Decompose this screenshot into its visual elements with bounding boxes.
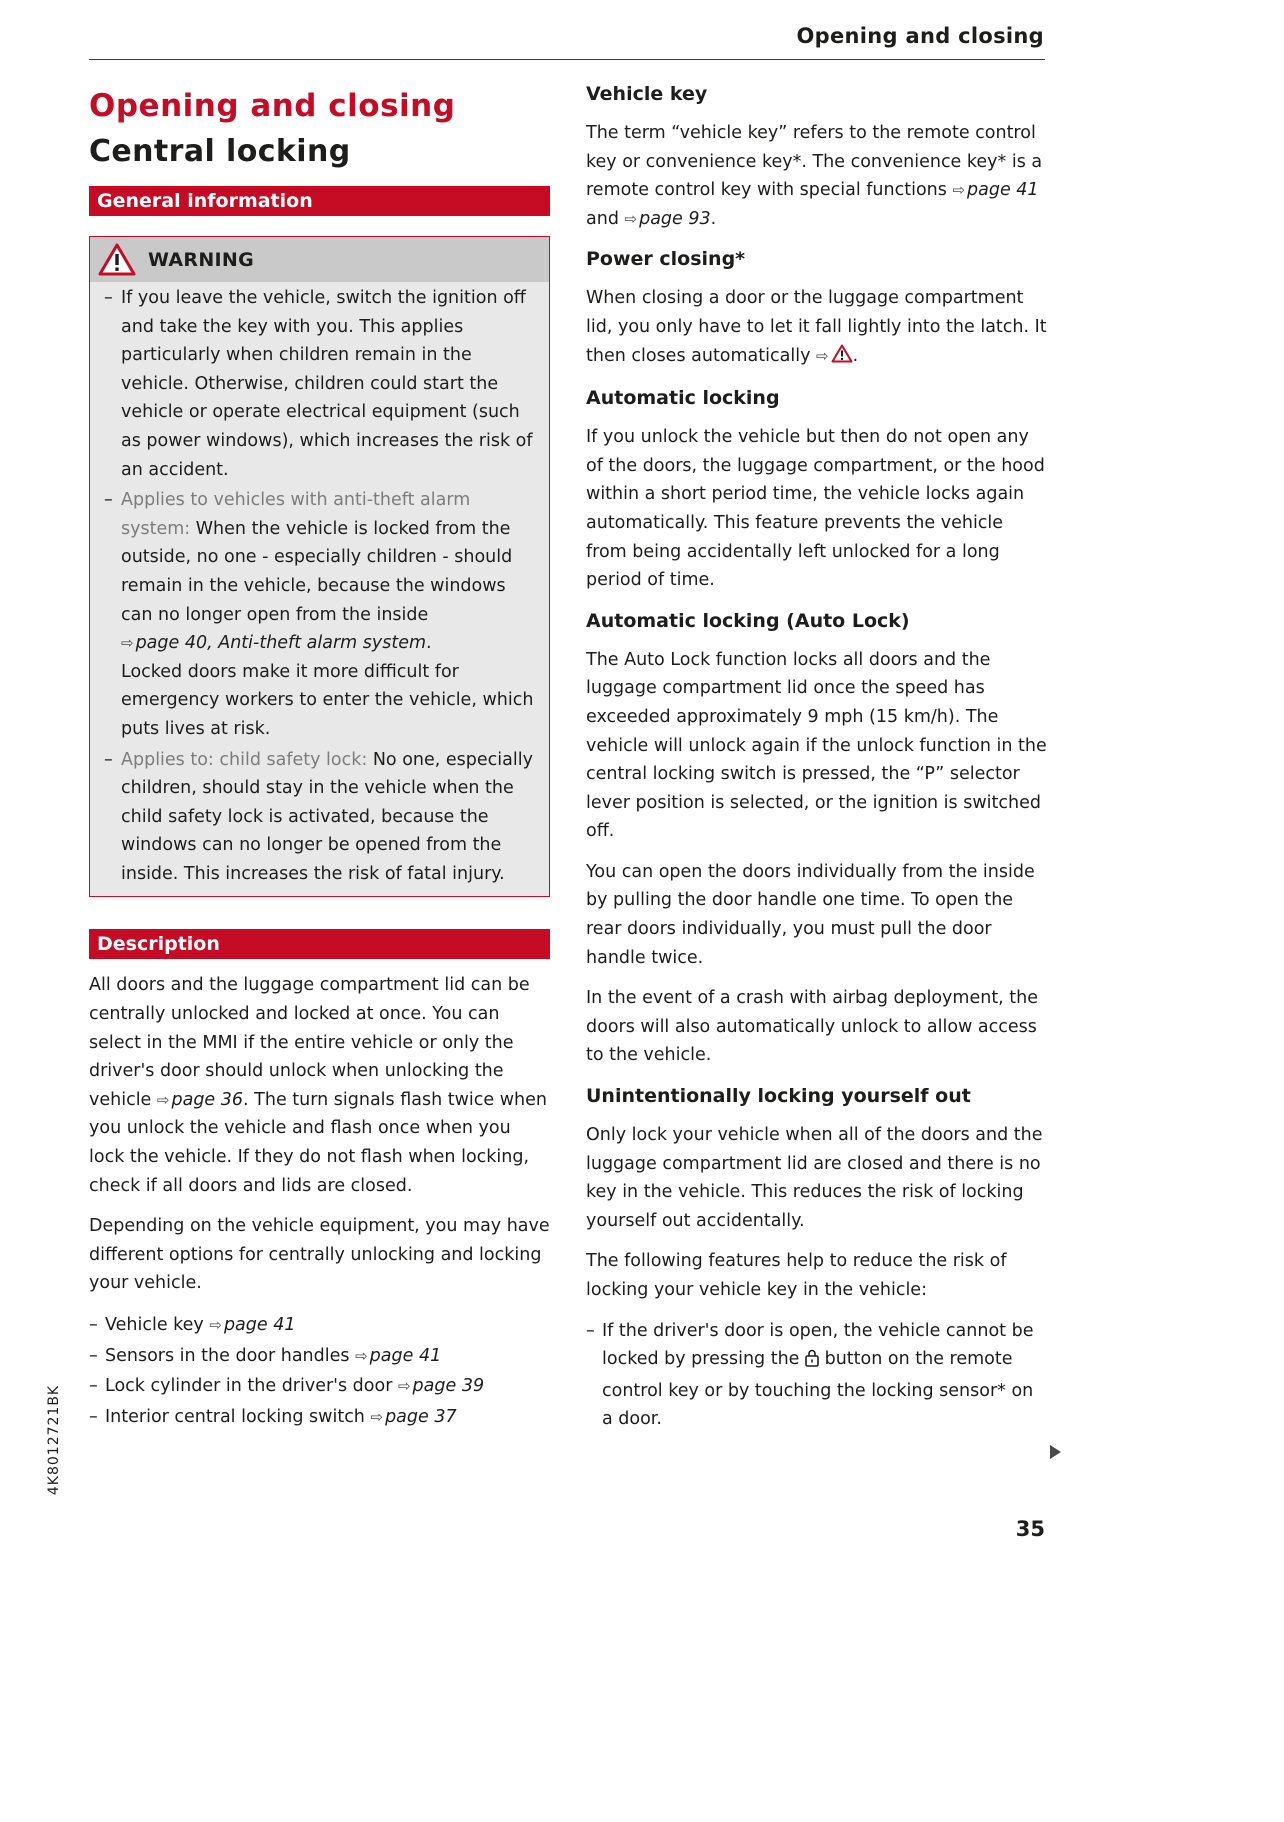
description-paragraph: Depending on the vehicle equipment, you may have different options for centrally unlocking and locking your vehicle.: [89, 1216, 550, 1294]
arrow-right-icon: ⇨: [816, 346, 829, 365]
general-information-bar: General information: [89, 186, 550, 216]
warning-triangle-icon: [98, 243, 136, 276]
list-item-label: Interior central locking switch: [105, 1406, 365, 1427]
warning-item: [104, 284, 535, 484]
list-item-label: Sensors in the door handles: [105, 1345, 350, 1366]
warning-item-text: No one, especially children, should stay in the vehicle when the child safety lock is activated, because the windows can no longer be opened from the inside. This increases the risk of fatal injury.: [121, 749, 533, 884]
warning-title: WARNING: [148, 248, 255, 271]
arrow-right-icon: ⇨: [370, 1407, 384, 1426]
list-item-text: button on the remote control key or by touching the locking sensor* on a door.: [602, 1349, 1034, 1430]
locked-out-paragraph: Only lock your vehicle when all of the doors and the luggage compartment lid are closed and there is no key in the vehicle. This reduces the risk of locking yourself out accidentally.: [586, 1125, 1043, 1231]
right-column: [586, 80, 1048, 1434]
paragraph-text: The term “vehicle key” refers to the remote control key or convenience key*. The convenience key* is a remote control key with special functions: [586, 123, 1043, 201]
vehicle-key-heading: Vehicle key: [586, 83, 708, 105]
arrow-right-icon: ⇨: [952, 181, 966, 200]
list-item-label: Lock cylinder in the driver's door: [105, 1376, 393, 1396]
running-head: Opening and closing: [796, 24, 1044, 48]
warning-item-text: If you leave the vehicle, switch the ignition off and take the key with you. This applies particularly when children remain in the vehicle. Otherwise, children could start the vehicle or operate electrical equipment (such as power windows), which increases the risk of an accident.: [121, 288, 533, 480]
arrow-right-icon: ⇨: [156, 1090, 170, 1109]
applies-to-label: Applies to: child safety lock:: [121, 749, 368, 770]
left-column: [89, 78, 550, 1432]
warning-item: [104, 746, 535, 889]
automatic-locking-paragraph: If you unlock the vehicle but then do not open any of the doors, the luggage compartment, or the hood within a short period time, the vehicle locks again automatically. This feature prevents the vehicle from being accidentally left unlocked for a long period of time.: [586, 427, 1045, 591]
warning-list: [90, 282, 549, 896]
arrow-right-icon: ⇨: [209, 1316, 222, 1334]
list-item: [89, 1310, 550, 1341]
arrow-right-icon: ⇨: [121, 634, 134, 653]
auto-lock-paragraph: The Auto Lock function locks all doors and the luggage compartment lid once the speed has exceeded approximately 9 mph (15 km/h). The vehicle will unlock again if the unlock function in the central locking switch is pressed, the “P” selector lever position is selected, or the ignition is switched off.: [586, 649, 1047, 842]
xref-link[interactable]: page 39: [412, 1376, 485, 1396]
auto-lock-paragraph: In the event of a crash with airbag deployment, the doors will also automatically unlock to allow access to the vehicle.: [586, 988, 1039, 1066]
xref-link[interactable]: page 41: [967, 180, 1039, 201]
warning-item: – Applies to vehicles with anti-theft alarm system: When the vehicle is locked from the outside, no one - especially children - should remain in the vehicle, because the windows can no longer open from the inside ⇨ page 40, Anti-theft alarm system. Locked doors make it more difficult for emergency workers to enter the vehicle, which puts lives at risk.: [104, 486, 535, 743]
auto-lock-paragraph: You can open the doors individually from the inside by pulling the door handle one time. To open the rear doors individually, you must pull the door handle twice.: [586, 861, 1035, 968]
arrow-right-icon: ⇨: [624, 209, 638, 228]
auto-lock-heading: Automatic locking (Auto Lock): [586, 609, 910, 632]
paragraph-text: and: [586, 208, 619, 229]
description-bar: Description: [89, 929, 550, 959]
warning-box: [89, 236, 550, 897]
list-item: [89, 1402, 550, 1433]
vehicle-key-paragraph: The term “vehicle key” refers to the remote control key or convenience key*. The convenience key* is a remote control key with special functions ⇨ page 41 and ⇨ page 93.: [586, 123, 1043, 229]
document-code: 4K8012721BK: [46, 1384, 62, 1496]
chapter-title: Opening and closing: [89, 88, 456, 124]
power-closing-heading: Power closing*: [586, 248, 746, 271]
xref-link[interactable]: page 36: [171, 1089, 244, 1110]
paragraph-text: All doors and the luggage compartment lid can be centrally unlocked and locked at once. You can select in the MMI if the entire vehicle or only the driver's door should unlock when unlocking the vehicle: [89, 975, 530, 1110]
warning-item-text: Locked doors make it more difficult for emergency workers to enter the vehicle, which puts lives at risk.: [121, 661, 534, 739]
paragraph-text: When closing a door or the luggage compartment lid, you only have to let it fall lightly into the latch. It then closes automatically: [586, 288, 1047, 366]
automatic-locking-heading: Automatic locking: [586, 387, 780, 410]
list-item: [586, 1317, 1048, 1434]
list-item-text: If the driver's door is open, the vehicle cannot be locked by pressing the: [602, 1320, 1034, 1370]
xref-link[interactable]: page 41: [369, 1345, 442, 1366]
power-closing-paragraph: When closing a door or the luggage compartment lid, you only have to let it fall lightly into the latch. It then closes automatically ⇨ .: [586, 284, 1048, 372]
locked-out-heading: Unintentionally locking yourself out: [586, 1085, 971, 1108]
warning-triangle-icon: [831, 344, 853, 373]
paragraph-text: The turn signals flash twice when you unlock the vehicle and flash once when you lock the vehicle. If they do not flash when locking, check if all doors and lids are closed.: [89, 1089, 547, 1196]
applies-to-label: Applies to vehicles with anti-theft alarm system:: [121, 490, 471, 539]
description-paragraph: All doors and the luggage compartment lid can be centrally unlocked and locked at once. You can select in the MMI if the entire vehicle or only the driver's door should unlock when unlocking the vehicle ⇨ page 36. The turn signals flash twice when you unlock the vehicle and flash once when you lock the vehicle. If they do not flash when locking, check if all doors and lids are closed.: [89, 975, 547, 1196]
xref-link[interactable]: page 93: [639, 208, 711, 229]
xref-link[interactable]: page 41: [223, 1315, 296, 1335]
lock-icon: [805, 1348, 819, 1377]
locking-options-list: [89, 1310, 550, 1432]
warning-header: [90, 237, 549, 282]
locked-out-paragraph: The following features help to reduce the risk of locking your vehicle key in the vehicle:: [586, 1251, 1007, 1300]
list-item: [89, 1341, 550, 1372]
list-item: [89, 1371, 550, 1402]
locked-out-list: [586, 1317, 1048, 1434]
xref-link[interactable]: page 37: [385, 1406, 457, 1427]
page-number: 35: [1015, 1517, 1045, 1541]
list-item-label: Vehicle key: [105, 1315, 204, 1335]
description-body: [89, 971, 550, 1432]
warning-item-text: When the vehicle is locked from the outside, no one - especially children - should remain in the vehicle, because the windows can no longer open from the inside: [121, 518, 513, 625]
xref-link[interactable]: page 40, Anti-theft alarm system: [135, 633, 427, 654]
arrow-right-icon: ⇨: [397, 1377, 411, 1395]
header-rule: [89, 59, 1045, 60]
arrow-right-icon: ⇨: [355, 1346, 368, 1365]
section-title: Central locking: [89, 134, 351, 169]
continue-arrow-icon: [1050, 1445, 1061, 1459]
